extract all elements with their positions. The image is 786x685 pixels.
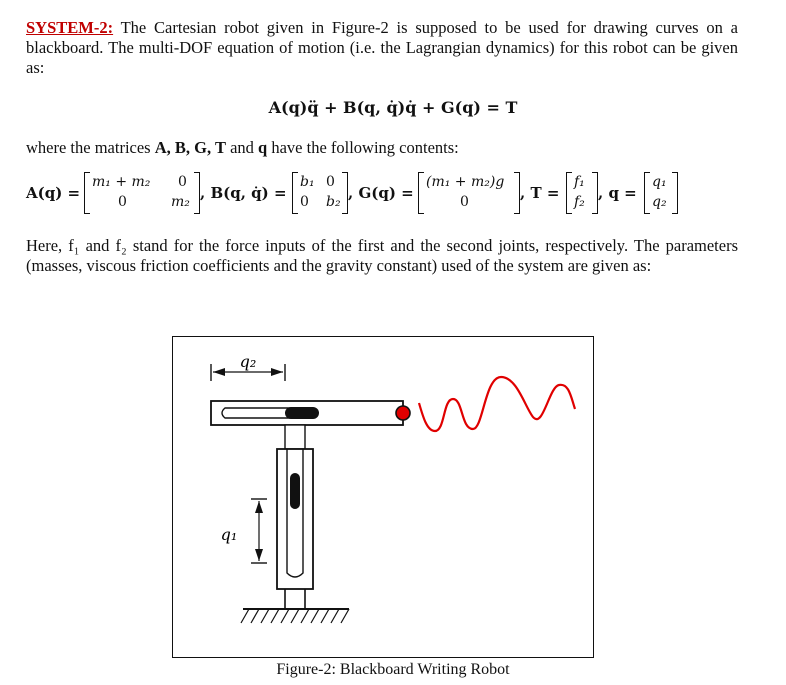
matrix-a-22: m₂ <box>171 194 190 210</box>
matrix-g-1: (m₁ + m₂)g <box>426 174 505 190</box>
connector-block <box>285 425 305 449</box>
matrix-a-label: A(q) = <box>26 184 81 202</box>
vector-q-2: q₂ <box>652 194 667 210</box>
intro-paragraph <box>26 18 738 78</box>
q2-label: q₂ <box>239 352 257 371</box>
where-pre: where the matrices <box>26 138 155 157</box>
figure-frame <box>172 336 594 658</box>
vector-q-label: , q = <box>598 184 637 202</box>
matrix-b-11: b₁ <box>300 174 315 190</box>
matrix-b-12: 0 <box>326 174 335 190</box>
robot-diagram <box>173 337 593 657</box>
figure-caption: Figure-2: Blackboard Writing Robot <box>276 661 510 678</box>
where-symbols: A, B, G, T <box>154 138 226 157</box>
matrix-b-22: b₂ <box>326 194 341 210</box>
system-heading: SYSTEM-2: <box>26 18 114 37</box>
matrix-b-21: 0 <box>300 194 309 210</box>
equation-of-motion: A(q)q̈ + B(q, q̇)q̇ + G(q) = T <box>268 98 518 117</box>
pen-tip <box>396 406 410 420</box>
q1-label: q₁ <box>220 525 238 544</box>
matrix-t-1: f₁ <box>574 174 585 190</box>
matrix-b-label: , B(q, q̇) = <box>200 184 287 202</box>
matrix-t-label: , T = <box>520 184 560 202</box>
vector-q-left-bracket <box>644 172 650 214</box>
where-post: have the following contents: <box>267 138 459 157</box>
matrix-a-21: 0 <box>118 194 127 210</box>
intro-text: The Cartesian robot given in Figure-2 is supposed to be used for drawing curves on a blackboard. The multi-DOF equation of motion (i.e. the Lagrangian dynamics) for this robot can be given as: <box>26 18 738 77</box>
matrix-a-left-bracket <box>84 172 90 214</box>
here-paragraph: Here, f₁ and f₂ stand for the force inputs of the first and the second joints, respectively. The parameters (masses, viscous friction coefficients and the gravity constant) used of the system are given as: <box>26 236 738 275</box>
matrix-b-left-bracket <box>292 172 298 214</box>
matrix-a-12: 0 <box>178 174 187 190</box>
drawn-curve <box>419 377 575 431</box>
vertical-slider <box>290 473 300 509</box>
vector-q-right-bracket <box>672 172 678 214</box>
matrix-g-left-bracket <box>418 172 424 214</box>
vertical-link <box>277 449 313 589</box>
matrix-a-11: m₁ + m₂ <box>92 174 151 190</box>
matrix-g-label: , G(q) = <box>348 184 414 202</box>
matrix-t-2: f₂ <box>574 194 585 210</box>
where-q: q <box>258 138 268 157</box>
where-mid: and <box>225 138 259 157</box>
matrix-definitions <box>26 168 766 220</box>
ground-hatching <box>241 609 349 623</box>
horizontal-slider <box>285 407 319 419</box>
matrix-t-left-bracket <box>566 172 572 214</box>
vector-q-1: q₁ <box>652 174 667 190</box>
where-line <box>26 138 738 158</box>
matrix-g-2: 0 <box>460 194 469 210</box>
